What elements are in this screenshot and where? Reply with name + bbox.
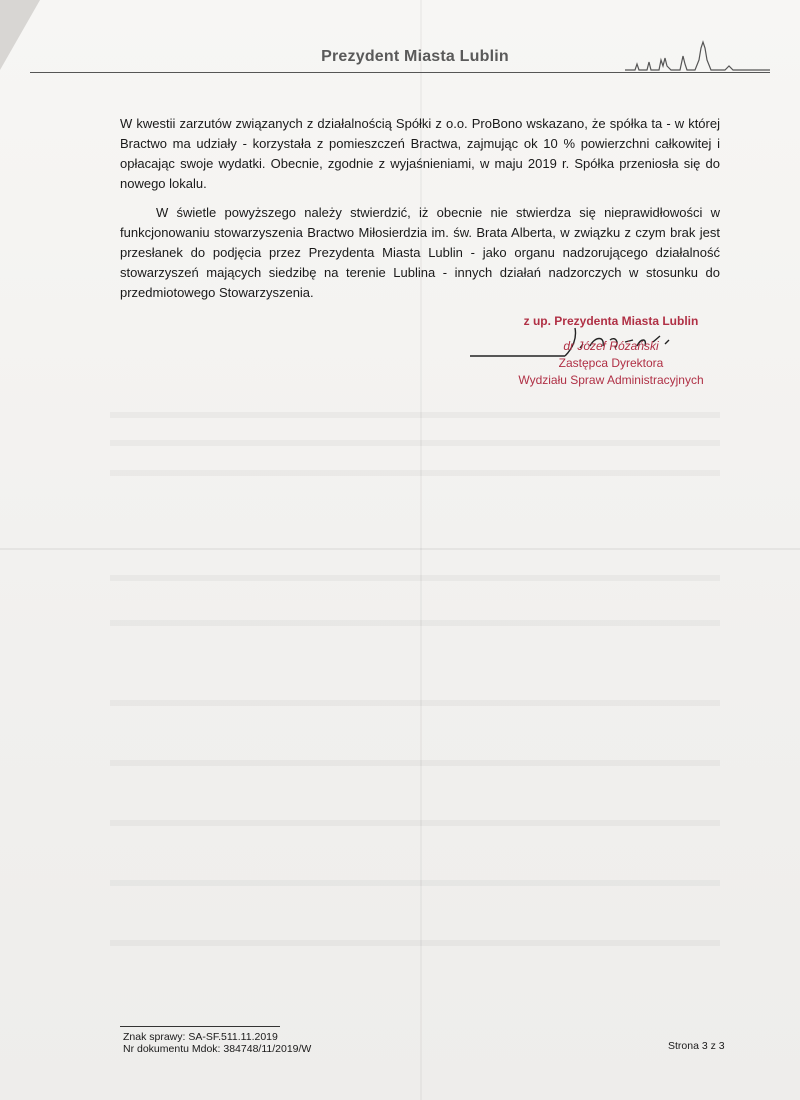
signatory-department: Wydziału Spraw Administracyjnych — [518, 373, 704, 387]
bleed-through — [110, 470, 720, 476]
bleed-through — [110, 440, 720, 446]
signatory-name: dr Józef Różański — [563, 339, 659, 353]
case-reference: Znak sprawy: SA-SF.511.11.2019 — [123, 1031, 278, 1043]
signature-block — [480, 313, 742, 389]
document-number: Nr dokumentu Mdok: 384748/11/2019/W — [123, 1043, 312, 1055]
bleed-through — [110, 620, 720, 626]
signatory-position: Zastępca Dyrektora — [558, 356, 664, 370]
signature-on-behalf: z up. Prezydenta Miasta Lublin — [523, 314, 699, 328]
page-number: Strona 3 z 3 — [668, 1040, 725, 1052]
bleed-through — [110, 412, 720, 418]
bleed-through — [110, 700, 720, 706]
bleed-through — [110, 940, 720, 946]
bleed-through — [110, 760, 720, 766]
footer-references — [123, 1031, 311, 1055]
fold-line — [0, 548, 800, 550]
footer-rule — [120, 1026, 280, 1027]
letter-body — [120, 114, 720, 312]
bleed-through — [110, 880, 720, 886]
paragraph-spolka: W kwestii zarzutów związanych z działalnością Spółki z o.o. ProBono wskazano, że spółka ta - w której Bractwo ma udziały - korzystała z pomieszczeń Bractwa, zajmując ok 10 % powierzchni całkowitej i opłacając swoje wydatki. Obecnie, zgodnie z wyjaśnieniami, w maju 2019 r. Spółka przeniosła się do nowego lokalu. — [120, 116, 720, 191]
bleed-through — [110, 575, 720, 581]
city-skyline-logo — [625, 38, 770, 76]
paragraph-conclusion: W świetle powyższego należy stwierdzić, iż obecnie nie stwierdza się nieprawidłowości w funkcjonowaniu stowarzyszenia Bractwo Miłosierdzia im. św. Brata Alberta, w związku z czym brak jest przesłanek do podjęcia przez Prezydenta Miasta Lublin - jako organu nadzorującego działalność stowarzyszeń mających siedzibę na terenie Lublina - innych działań nadzorczych w stosunku do przedmiotowego Stowarzyszenia. — [120, 205, 720, 300]
page-title: Prezydent Miasta Lublin — [321, 48, 509, 65]
bleed-through — [110, 820, 720, 826]
